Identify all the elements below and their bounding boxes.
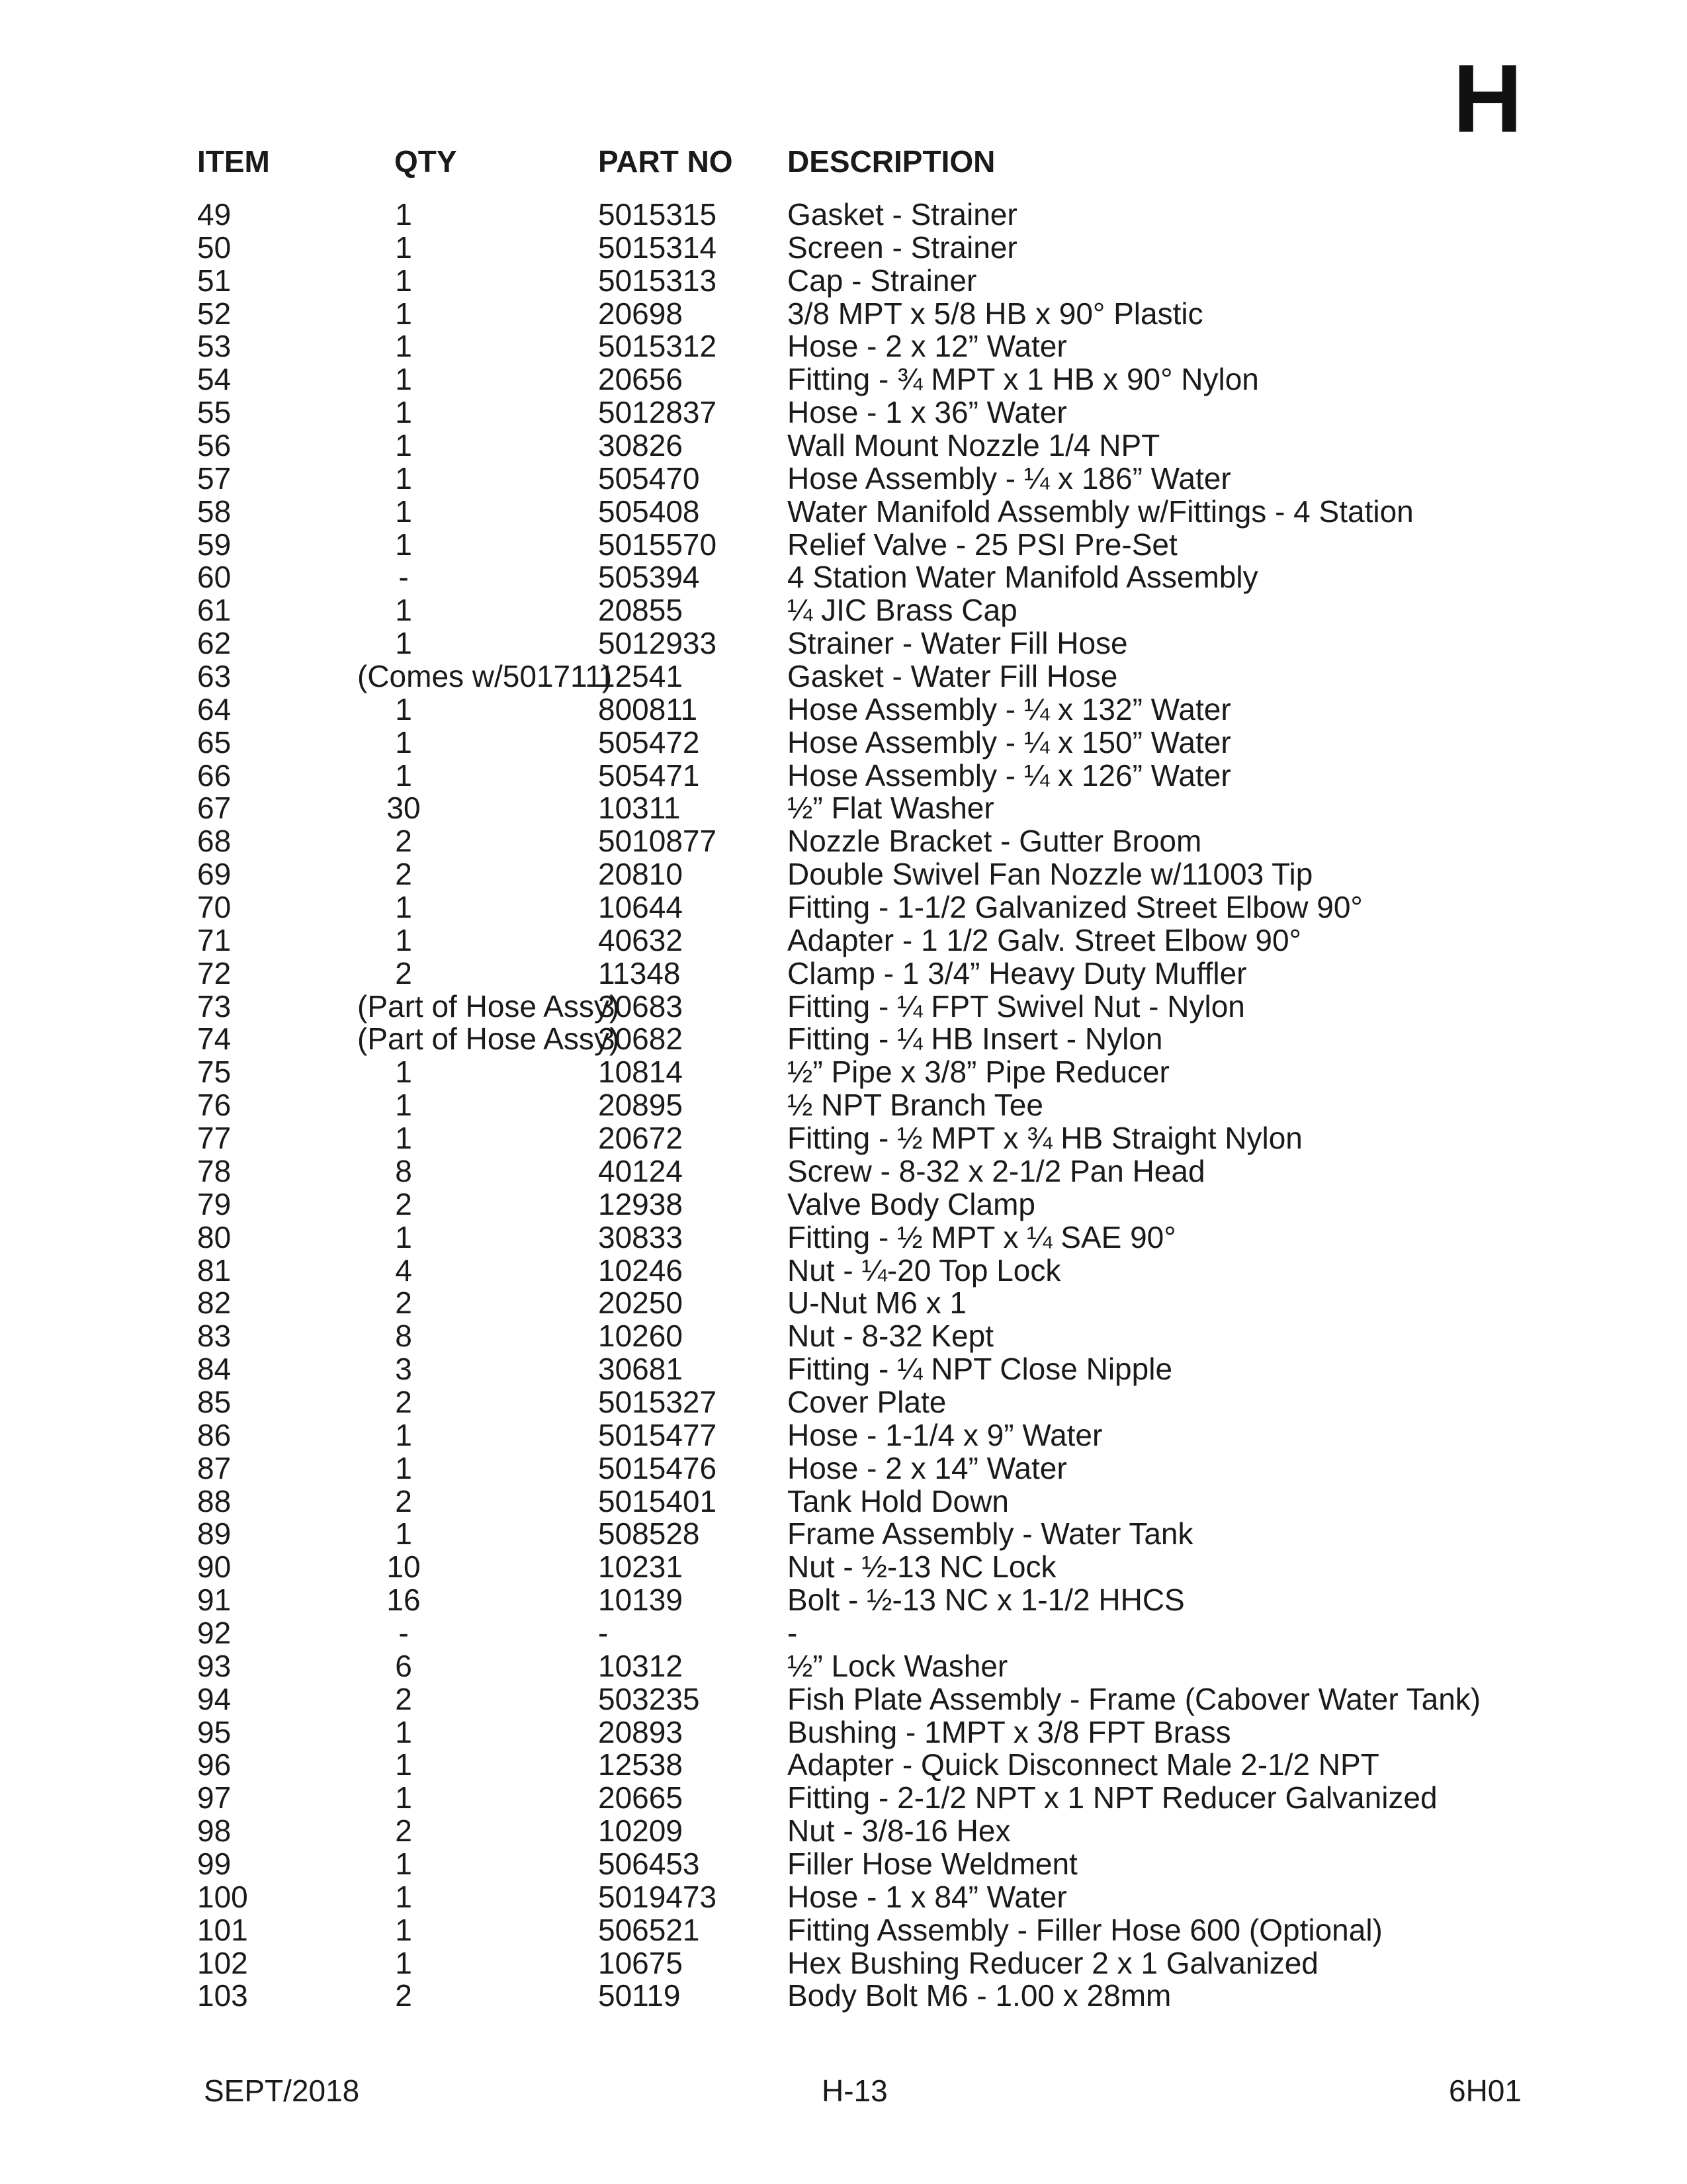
row-item: 102 xyxy=(197,1945,248,1980)
row-qty: 8 xyxy=(395,1153,412,1188)
row-item: 50 xyxy=(197,230,232,265)
row-item: 74 xyxy=(197,1022,232,1057)
row-description: Fitting - 2-1/2 NPT x 1 NPT Reducer Galvanized xyxy=(787,1780,1438,1815)
row-description: Wall Mount Nozzle 1/4 NPT xyxy=(787,428,1160,463)
row-description: Fitting - ½ MPT x ¼ SAE 90° xyxy=(787,1219,1176,1254)
row-item: 82 xyxy=(197,1286,232,1321)
row-part-no: 20656 xyxy=(598,362,683,397)
table-row xyxy=(0,1122,1687,1155)
row-part-no: 30683 xyxy=(598,988,683,1024)
row-qty: 1 xyxy=(395,197,412,232)
row-qty: (Comes w/501711) xyxy=(357,659,613,694)
row-part-no: 506453 xyxy=(598,1846,700,1881)
row-qty: 8 xyxy=(395,1319,412,1354)
row-item: 90 xyxy=(197,1550,232,1585)
header-item: ITEM xyxy=(197,144,270,179)
row-description: Double Swivel Fan Nozzle w/11003 Tip xyxy=(787,857,1313,892)
table-row xyxy=(0,1782,1687,1815)
table-row xyxy=(0,1749,1687,1782)
table-row xyxy=(0,429,1687,462)
row-qty: 1 xyxy=(395,626,412,661)
row-qty: (Part of Hose Assy) xyxy=(357,1022,620,1057)
row-part-no: 11348 xyxy=(598,955,681,990)
row-qty: 1 xyxy=(395,428,412,463)
row-qty: 3 xyxy=(395,1352,412,1387)
row-qty: 1 xyxy=(395,263,412,298)
row-item: 87 xyxy=(197,1450,232,1485)
row-item: 70 xyxy=(197,890,232,925)
row-item: 97 xyxy=(197,1780,232,1815)
row-qty: 2 xyxy=(395,824,412,859)
row-part-no: 5015315 xyxy=(598,197,717,232)
row-item: 96 xyxy=(197,1747,232,1782)
table-row xyxy=(0,957,1687,990)
row-qty: 1 xyxy=(395,527,412,562)
row-qty: 1 xyxy=(395,494,412,529)
table-row xyxy=(0,594,1687,627)
row-description: Fitting Assembly - Filler Hose 600 (Optional) xyxy=(787,1912,1383,1947)
row-description: Fitting - ¼ HB Insert - Nylon xyxy=(787,1022,1163,1057)
row-part-no: 10246 xyxy=(598,1252,683,1288)
table-row xyxy=(0,990,1687,1024)
table-row xyxy=(0,858,1687,891)
row-description: Nozzle Bracket - Gutter Broom xyxy=(787,824,1202,859)
row-part-no: 20672 xyxy=(598,1121,683,1156)
row-qty: 30 xyxy=(386,791,421,826)
row-description: Hose - 1 x 84” Water xyxy=(787,1879,1067,1914)
footer-page-number: H-13 xyxy=(822,2074,888,2108)
row-qty: 1 xyxy=(395,1912,412,1947)
row-item: 91 xyxy=(197,1583,232,1618)
row-part-no: 10139 xyxy=(598,1583,683,1618)
row-qty: 1 xyxy=(395,593,412,628)
row-part-no: 505394 xyxy=(598,560,700,595)
table-row xyxy=(0,1089,1687,1122)
row-qty: 1 xyxy=(395,1219,412,1254)
table-row xyxy=(0,1584,1687,1617)
table-row xyxy=(0,627,1687,660)
row-item: 59 xyxy=(197,527,232,562)
row-part-no: 20893 xyxy=(598,1714,683,1749)
table-row xyxy=(0,1683,1687,1716)
row-qty: 1 xyxy=(395,691,412,726)
table-row xyxy=(0,1518,1687,1551)
row-part-no: 30681 xyxy=(598,1352,683,1387)
row-part-no: 50119 xyxy=(598,1978,681,2013)
table-row xyxy=(0,1023,1687,1056)
row-part-no: 505408 xyxy=(598,494,700,529)
row-qty: 2 xyxy=(395,1978,412,2013)
row-qty: 2 xyxy=(395,1286,412,1321)
row-item: 58 xyxy=(197,494,232,529)
row-item: 64 xyxy=(197,691,232,726)
row-item: 98 xyxy=(197,1813,232,1849)
table-row xyxy=(0,330,1687,363)
table-row xyxy=(0,825,1687,858)
row-part-no: 5015327 xyxy=(598,1384,717,1419)
row-item: 63 xyxy=(197,659,232,694)
row-qty: 1 xyxy=(395,296,412,331)
row-description: Fitting - ¼ FPT Swivel Nut - Nylon xyxy=(787,988,1245,1024)
row-item: 99 xyxy=(197,1846,232,1881)
table-row xyxy=(0,1287,1687,1320)
row-part-no: 20698 xyxy=(598,296,683,331)
row-qty: 6 xyxy=(395,1648,412,1683)
row-part-no: 5015313 xyxy=(598,263,717,298)
table-row xyxy=(0,726,1687,760)
footer-date: SEPT/2018 xyxy=(204,2074,360,2108)
row-part-no: 20810 xyxy=(598,857,683,892)
row-description: Bolt - ½-13 NC x 1-1/2 HHCS xyxy=(787,1583,1185,1618)
table-row xyxy=(0,529,1687,562)
row-item: 69 xyxy=(197,857,232,892)
table-row xyxy=(0,1551,1687,1584)
row-description: Gasket - Water Fill Hose xyxy=(787,659,1118,694)
row-description: Fitting - ½ MPT x ¾ HB Straight Nylon xyxy=(787,1121,1303,1156)
row-part-no: 5012837 xyxy=(598,395,717,430)
row-item: 101 xyxy=(197,1912,248,1947)
row-qty: 4 xyxy=(395,1252,412,1288)
table-row xyxy=(0,396,1687,429)
row-description: Screen - Strainer xyxy=(787,230,1017,265)
row-description: 3/8 MPT x 5/8 HB x 90° Plastic xyxy=(787,296,1203,331)
page-footer xyxy=(0,2071,1687,2111)
row-item: 62 xyxy=(197,626,232,661)
row-part-no: 30826 xyxy=(598,428,683,463)
row-item: 81 xyxy=(197,1252,232,1288)
row-qty: 2 xyxy=(395,1681,412,1716)
header-description: DESCRIPTION xyxy=(787,144,996,179)
row-item: 92 xyxy=(197,1615,232,1650)
row-qty: 1 xyxy=(395,230,412,265)
row-item: 54 xyxy=(197,362,232,397)
row-part-no: 20855 xyxy=(598,593,683,628)
row-item: 67 xyxy=(197,791,232,826)
table-row xyxy=(0,1815,1687,1848)
row-description: Hose Assembly - ¼ x 150” Water xyxy=(787,724,1231,760)
table-row xyxy=(0,1155,1687,1188)
table-row xyxy=(0,298,1687,331)
row-item: 51 xyxy=(197,263,232,298)
table-row xyxy=(0,1881,1687,1914)
row-part-no: 20665 xyxy=(598,1780,683,1815)
row-part-no: 505472 xyxy=(598,724,700,760)
row-description: Hose Assembly - ¼ x 132” Water xyxy=(787,691,1231,726)
table-row xyxy=(0,1914,1687,1947)
row-description: Hex Bushing Reducer 2 x 1 Galvanized xyxy=(787,1945,1319,1980)
row-item: 95 xyxy=(197,1714,232,1749)
row-item: 57 xyxy=(197,460,232,496)
row-part-no: 5012933 xyxy=(598,626,717,661)
row-part-no: 10644 xyxy=(598,890,683,925)
table-row xyxy=(0,1947,1687,1980)
row-part-no: 506521 xyxy=(598,1912,700,1947)
row-item: 60 xyxy=(197,560,232,595)
table-row xyxy=(0,760,1687,793)
row-description: Fish Plate Assembly - Frame (Cabover Water Tank) xyxy=(787,1681,1481,1716)
row-item: 94 xyxy=(197,1681,232,1716)
row-description: ½” Flat Washer xyxy=(787,791,994,826)
row-description: 4 Station Water Manifold Assembly xyxy=(787,560,1258,595)
row-item: 86 xyxy=(197,1417,232,1452)
row-description: Water Manifold Assembly w/Fittings - 4 Station xyxy=(787,494,1414,529)
row-part-no: 508528 xyxy=(598,1516,700,1551)
header-qty: QTY xyxy=(394,144,457,179)
row-part-no: 10231 xyxy=(598,1550,683,1585)
row-item: 88 xyxy=(197,1483,232,1518)
table-row xyxy=(0,561,1687,594)
row-description: ¼ JIC Brass Cap xyxy=(787,593,1017,628)
row-part-no: 5010877 xyxy=(598,824,717,859)
row-description: Cap - Strainer xyxy=(787,263,977,298)
row-description: Hose - 2 x 14” Water xyxy=(787,1450,1067,1485)
section-letter: H xyxy=(1453,44,1523,152)
row-qty: 1 xyxy=(395,922,412,957)
table-row xyxy=(0,693,1687,726)
row-item: 78 xyxy=(197,1153,232,1188)
table-row xyxy=(0,1056,1687,1089)
row-qty: 16 xyxy=(386,1583,421,1618)
row-item: 65 xyxy=(197,724,232,760)
row-part-no: 20250 xyxy=(598,1286,683,1321)
row-qty: - xyxy=(398,560,409,595)
row-item: 73 xyxy=(197,988,232,1024)
row-part-no: 10675 xyxy=(598,1945,683,1980)
row-description: ½” Lock Washer xyxy=(787,1648,1008,1683)
row-item: 93 xyxy=(197,1648,232,1683)
row-item: 72 xyxy=(197,955,232,990)
row-description: Fitting - ¼ NPT Close Nipple xyxy=(787,1352,1173,1387)
row-part-no: 5015476 xyxy=(598,1450,717,1485)
row-part-no: 40632 xyxy=(598,922,683,957)
table-row xyxy=(0,462,1687,496)
row-description: Screw - 8-32 x 2-1/2 Pan Head xyxy=(787,1153,1205,1188)
row-item: 68 xyxy=(197,824,232,859)
row-description: Tank Hold Down xyxy=(787,1483,1009,1518)
table-row xyxy=(0,1386,1687,1419)
row-item: 80 xyxy=(197,1219,232,1254)
row-description: Valve Body Clamp xyxy=(787,1186,1035,1221)
table-row xyxy=(0,1221,1687,1254)
row-description: U-Nut M6 x 1 xyxy=(787,1286,967,1321)
row-description: Body Bolt M6 - 1.00 x 28mm xyxy=(787,1978,1172,2013)
row-part-no: 20895 xyxy=(598,1088,683,1123)
row-qty: 2 xyxy=(395,1483,412,1518)
row-description: ½ NPT Branch Tee xyxy=(787,1088,1043,1123)
row-description: Nut - ¼-20 Top Lock xyxy=(787,1252,1061,1288)
row-description: Gasket - Strainer xyxy=(787,197,1017,232)
row-part-no: 5015401 xyxy=(598,1483,717,1518)
table-row xyxy=(0,1452,1687,1485)
row-description: Strainer - Water Fill Hose xyxy=(787,626,1128,661)
row-part-no: 10814 xyxy=(598,1055,683,1090)
row-description: - xyxy=(787,1615,798,1650)
row-part-no: 800811 xyxy=(598,691,698,726)
row-qty: 1 xyxy=(395,362,412,397)
row-item: 85 xyxy=(197,1384,232,1419)
parts-table xyxy=(0,198,1687,2013)
row-qty: 1 xyxy=(395,1714,412,1749)
row-description: Hose - 1 x 36” Water xyxy=(787,395,1067,430)
table-row xyxy=(0,1848,1687,1881)
row-qty: 1 xyxy=(395,395,412,430)
row-part-no: 5015570 xyxy=(598,527,717,562)
row-qty: 1 xyxy=(395,1121,412,1156)
row-item: 55 xyxy=(197,395,232,430)
row-item: 53 xyxy=(197,329,232,364)
row-qty: 1 xyxy=(395,1780,412,1815)
row-item: 61 xyxy=(197,593,232,628)
table-row xyxy=(0,1617,1687,1650)
row-qty: 1 xyxy=(395,1055,412,1090)
row-part-no: 10260 xyxy=(598,1319,683,1354)
row-part-no: 505471 xyxy=(598,758,700,793)
row-item: 84 xyxy=(197,1352,232,1387)
row-qty: 1 xyxy=(395,1747,412,1782)
row-qty: 1 xyxy=(395,1945,412,1980)
row-qty: 1 xyxy=(395,1879,412,1914)
row-qty: 2 xyxy=(395,857,412,892)
row-qty: 1 xyxy=(395,724,412,760)
row-description: Cover Plate xyxy=(787,1384,947,1419)
row-item: 49 xyxy=(197,197,232,232)
row-qty: 2 xyxy=(395,1186,412,1221)
table-row xyxy=(0,496,1687,529)
row-description: Fitting - 1-1/2 Galvanized Street Elbow 90° xyxy=(787,890,1363,925)
row-qty: 1 xyxy=(395,1516,412,1551)
row-part-no: 10311 xyxy=(598,791,681,826)
row-description: Nut - 3/8-16 Hex xyxy=(787,1813,1011,1849)
row-item: 71 xyxy=(197,922,232,957)
table-row xyxy=(0,1485,1687,1518)
table-row xyxy=(0,1188,1687,1221)
row-item: 100 xyxy=(197,1879,248,1914)
row-qty: 2 xyxy=(395,1384,412,1419)
row-part-no: 5015312 xyxy=(598,329,717,364)
footer-code: 6H01 xyxy=(1449,2074,1522,2108)
row-part-no: 10312 xyxy=(598,1648,683,1683)
row-description: Adapter - Quick Disconnect Male 2-1/2 NPT xyxy=(787,1747,1379,1782)
row-qty: 1 xyxy=(395,1846,412,1881)
table-row xyxy=(0,265,1687,298)
row-description: Hose - 2 x 12” Water xyxy=(787,329,1067,364)
row-description: Nut - ½-13 NC Lock xyxy=(787,1550,1057,1585)
table-header xyxy=(0,142,1687,181)
row-item: 89 xyxy=(197,1516,232,1551)
row-qty: 1 xyxy=(395,1088,412,1123)
row-qty: 10 xyxy=(386,1550,421,1585)
table-row xyxy=(0,1650,1687,1683)
row-description: Clamp - 1 3/4” Heavy Duty Muffler xyxy=(787,955,1247,990)
table-row xyxy=(0,891,1687,924)
table-row xyxy=(0,198,1687,232)
row-part-no: 12938 xyxy=(598,1186,683,1221)
row-qty: 2 xyxy=(395,955,412,990)
table-row xyxy=(0,1419,1687,1452)
row-qty: 1 xyxy=(395,758,412,793)
row-item: 83 xyxy=(197,1319,232,1354)
row-part-no: 5015314 xyxy=(598,230,717,265)
row-part-no: 5019473 xyxy=(598,1879,717,1914)
row-qty: - xyxy=(398,1615,409,1650)
table-row xyxy=(0,1320,1687,1353)
row-qty: 1 xyxy=(395,329,412,364)
row-description: Frame Assembly - Water Tank xyxy=(787,1516,1193,1551)
row-item: 56 xyxy=(197,428,232,463)
table-row xyxy=(0,1716,1687,1749)
row-qty: 1 xyxy=(395,890,412,925)
row-item: 79 xyxy=(197,1186,232,1221)
row-part-no: 12541 xyxy=(598,659,683,694)
row-item: 52 xyxy=(197,296,232,331)
row-qty: 1 xyxy=(395,1417,412,1452)
row-item: 66 xyxy=(197,758,232,793)
row-item: 77 xyxy=(197,1121,232,1156)
row-description: Relief Valve - 25 PSI Pre-Set xyxy=(787,527,1178,562)
table-row xyxy=(0,1254,1687,1288)
row-item: 103 xyxy=(197,1978,248,2013)
row-description: Adapter - 1 1/2 Galv. Street Elbow 90° xyxy=(787,922,1301,957)
row-part-no: 503235 xyxy=(598,1681,700,1716)
row-part-no: 5015477 xyxy=(598,1417,717,1452)
table-row xyxy=(0,1980,1687,2013)
table-row xyxy=(0,792,1687,825)
row-description: Nut - 8-32 Kept xyxy=(787,1319,994,1354)
row-description: Hose - 1-1/4 x 9” Water xyxy=(787,1417,1103,1452)
row-description: ½” Pipe x 3/8” Pipe Reducer xyxy=(787,1055,1170,1090)
row-description: Bushing - 1MPT x 3/8 FPT Brass xyxy=(787,1714,1231,1749)
table-row xyxy=(0,1353,1687,1386)
table-row xyxy=(0,363,1687,396)
row-qty: 2 xyxy=(395,1813,412,1849)
row-description: Filler Hose Weldment xyxy=(787,1846,1078,1881)
row-part-no: 40124 xyxy=(598,1153,683,1188)
table-row xyxy=(0,232,1687,265)
row-part-no: 30833 xyxy=(598,1219,683,1254)
row-part-no: 30682 xyxy=(598,1022,683,1057)
row-item: 75 xyxy=(197,1055,232,1090)
row-part-no: - xyxy=(598,1615,609,1650)
row-part-no: 12538 xyxy=(598,1747,683,1782)
row-qty: 1 xyxy=(395,460,412,496)
row-qty: (Part of Hose Assy) xyxy=(357,988,620,1024)
header-part-no: PART NO xyxy=(598,144,733,179)
row-item: 76 xyxy=(197,1088,232,1123)
row-description: Hose Assembly - ¼ x 186” Water xyxy=(787,460,1231,496)
row-qty: 1 xyxy=(395,1450,412,1485)
row-part-no: 10209 xyxy=(598,1813,683,1849)
table-row xyxy=(0,924,1687,957)
table-row xyxy=(0,660,1687,693)
row-description: Hose Assembly - ¼ x 126” Water xyxy=(787,758,1231,793)
row-part-no: 505470 xyxy=(598,460,700,496)
row-description: Fitting - ¾ MPT x 1 HB x 90° Nylon xyxy=(787,362,1259,397)
